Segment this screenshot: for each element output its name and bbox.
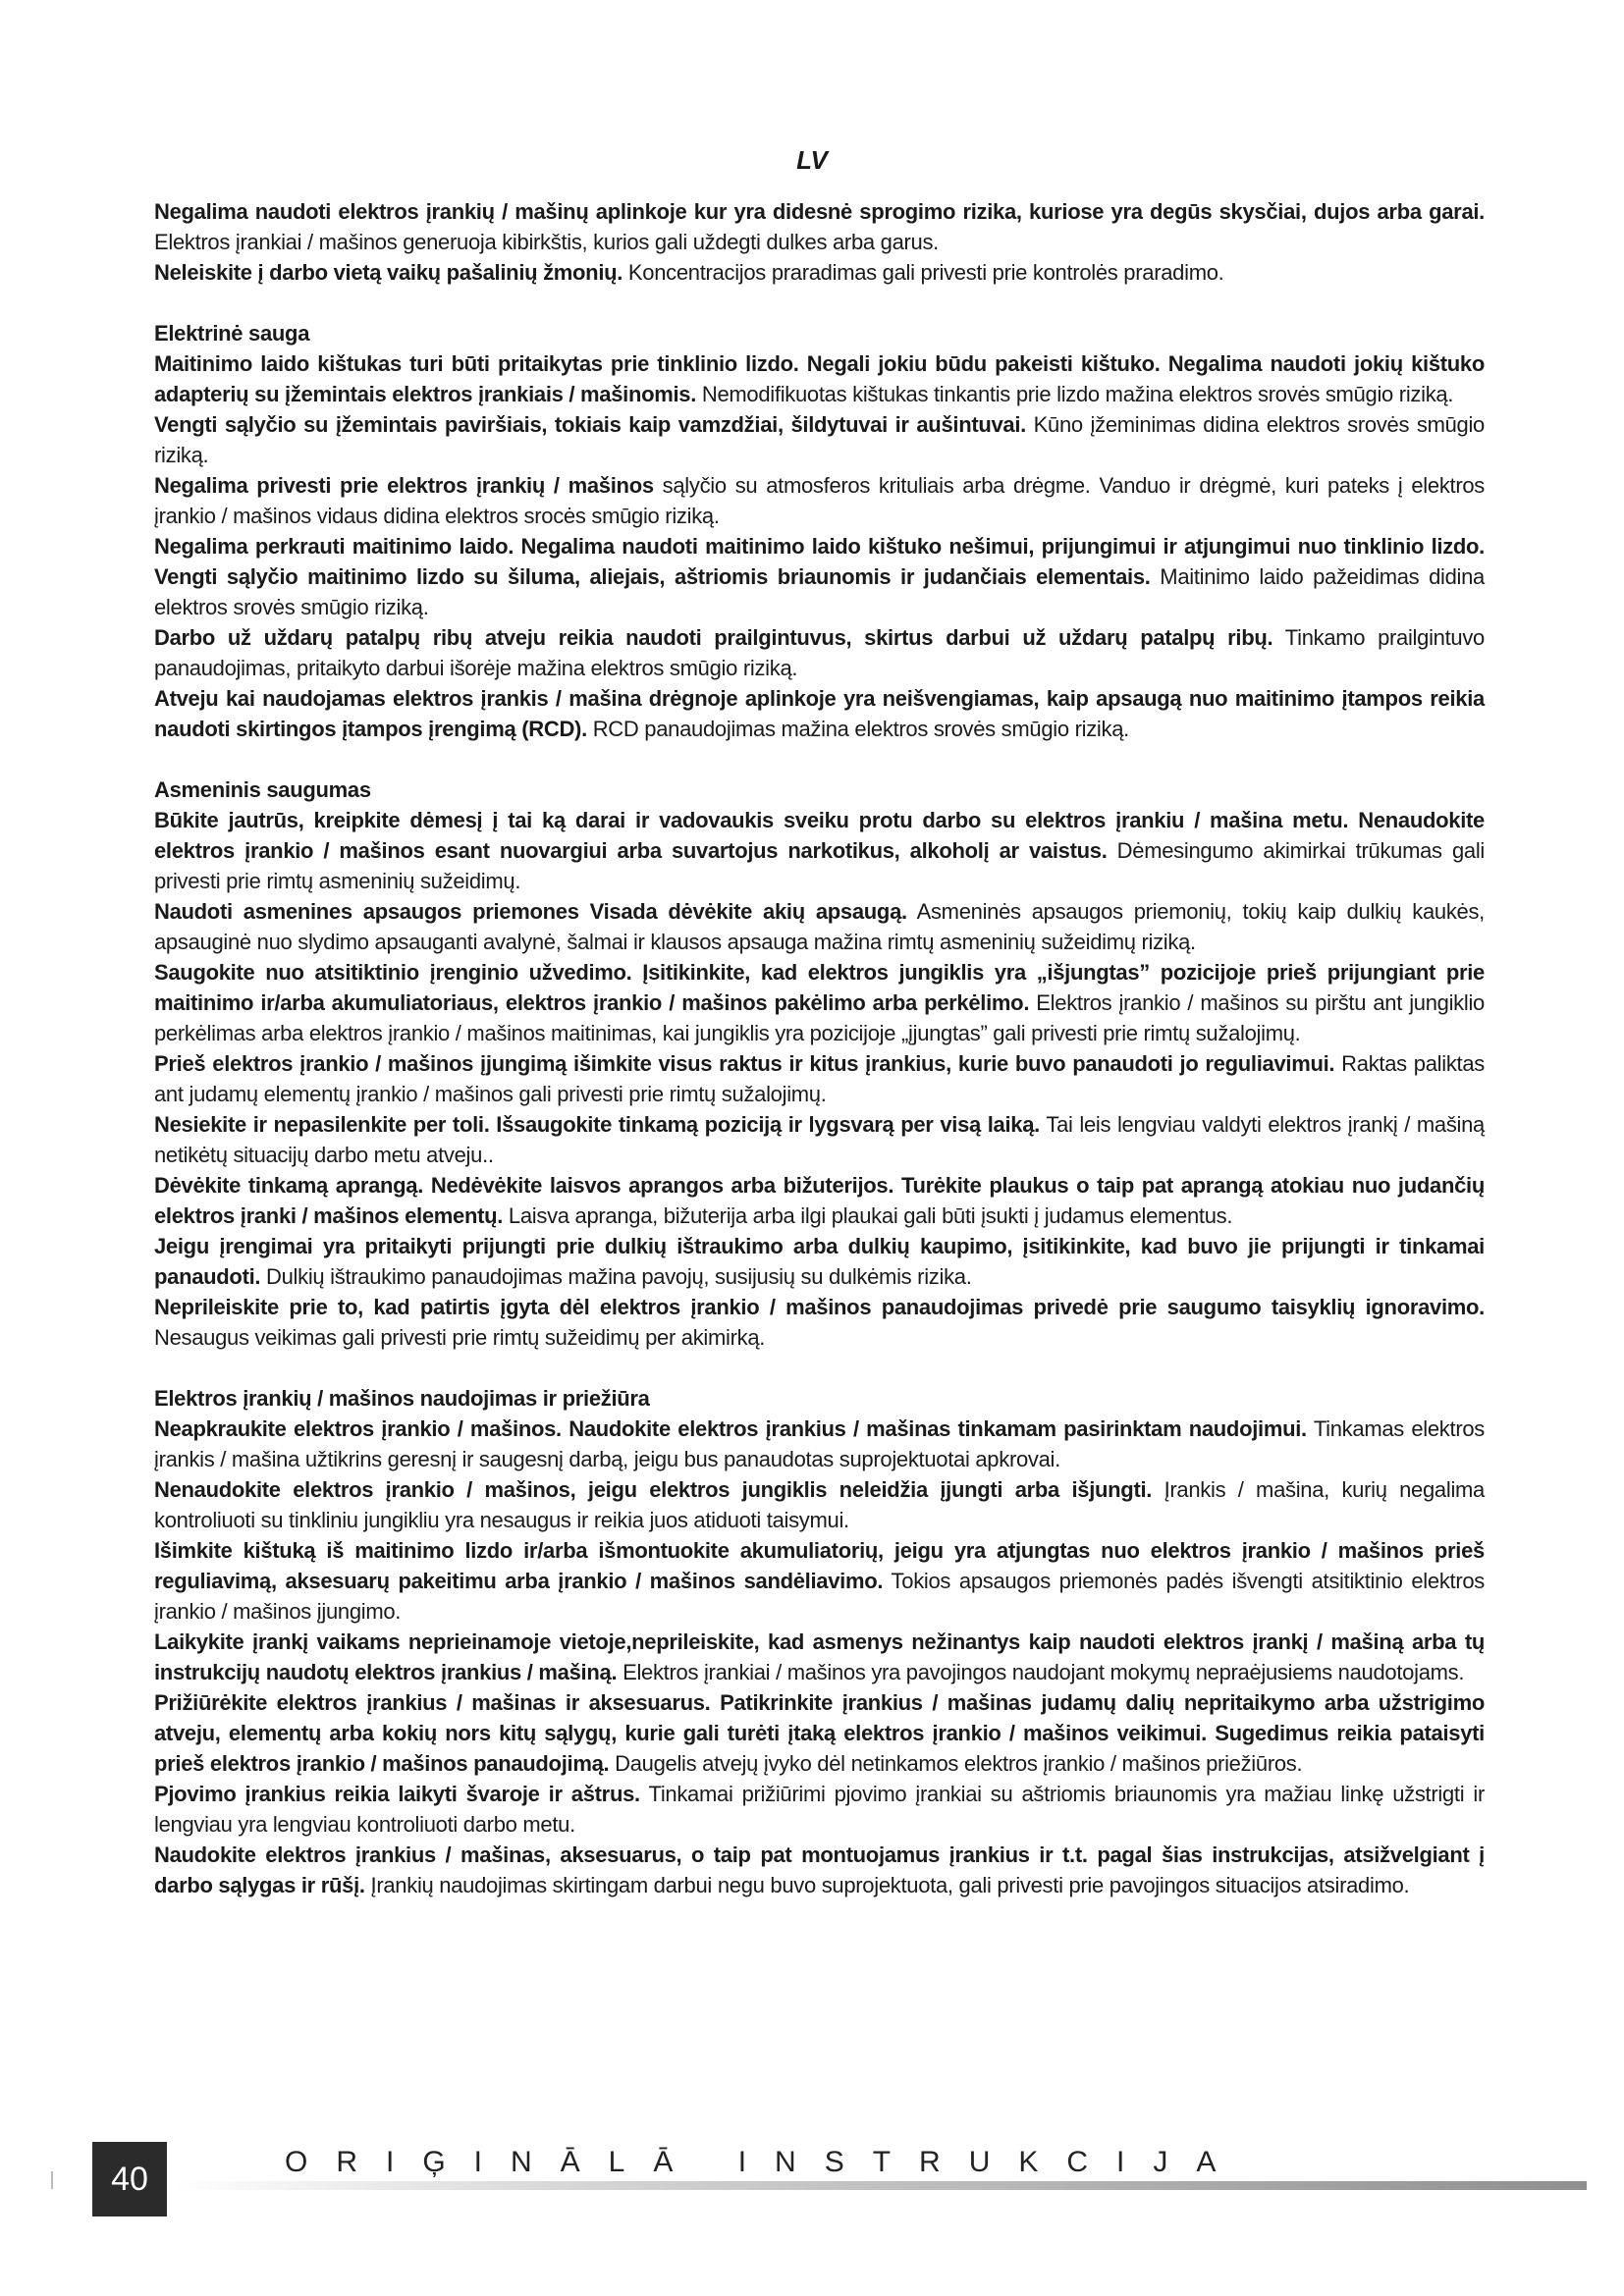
paragraph: [154, 1170, 1485, 1231]
paragraph-text: RCD panaudojimas mažina elektros srovės smūgio riziką.: [586, 717, 1129, 741]
page-number: 40: [92, 2142, 167, 2216]
paragraph-bold: Pjovimo įrankius reikia laikyti švaroje ir aštrus.: [154, 1782, 640, 1806]
paragraph-text: Elektros įrankiai / mašinos yra pavojingos naudojant mokymų nepraėjusiems naudotojams.: [617, 1660, 1465, 1684]
paragraph-text: Raktas paliktas ant judamų elementų įrankio / mašinos gali privesti prie rimtų sužalojimų.: [154, 1051, 1485, 1106]
paragraph-text: Tinkamai prižiūrimi pjovimo įrankiai su aštriomis briaunomis yra mažiau linkę užstrigti ir lengviau yra lengviau kontroliuoti darbo metu.: [154, 1782, 1485, 1837]
section-title: Asmeninis saugumas: [154, 777, 371, 802]
paragraph: [154, 531, 1485, 622]
paragraph-text: Nesaugus veikimas gali privesti prie rimtų sužeidimų per akimirką.: [154, 1325, 766, 1350]
paragraph-bold: Negalima perkrauti maitinimo laido. Negalima naudoti maitinimo laido kištuko nešimui, prijungimui ir atjungimui nuo tinklinio lizdo. Vengti sąlyčio maitinimo lizdo su šiluma, aliejais, aštriomis briaunomis ir judančiais elementais.: [154, 534, 1485, 589]
paragraph: [154, 196, 1485, 257]
paragraph-bold: Naudokite elektros įrankius / mašinas, aksesuarus, o taip pat montuojamus įrankius ir t.t. pagal šias instrukcijas, atsižvelgiant į darbo sąlygas ir rūšį.: [154, 1842, 1485, 1897]
paragraph-bold: Negalima naudoti elektros įrankių / mašinų aplinkoje kur yra didesnė sprogimo rizika, kuriose yra degūs skysčiai, dujos arba garai.: [154, 199, 1485, 224]
paragraph: [154, 1627, 1485, 1687]
paragraph-bold: Laikykite įrankį vaikams neprieinamoje vietoje,neprileiskite, kad asmenys nežinantys kaip naudoti elektros įrankį / mašiną arba tų instrukcijų naudotų elektros įrankius / mašiną.: [154, 1629, 1485, 1684]
section-general: [154, 196, 1485, 288]
paragraph-text: Įrankių naudojimas skirtingam darbui negu buvo suprojektuota, gali privesti prie pavojingos situacijos atsiradimo.: [364, 1873, 1410, 1897]
footer-gradient-bar: [173, 2181, 1587, 2190]
paragraph: [154, 470, 1485, 531]
paragraph: [154, 409, 1485, 470]
paragraph-text: sąlyčio su atmosferos krituliais arba drėgme. Vanduo ir drėgmė, kuri pateks į elektros įrankio / mašinos vidaus didina elektros srocės smūgio riziką.: [154, 473, 1485, 528]
paragraph: [154, 1109, 1485, 1170]
paragraph-bold: Prižiūrėkite elektros įrankius / mašinas ir aksesuarus. Patikrinkite įrankius / mašinas judamų dalių nepritaikymo arba užstrigimo atveju, elementų arba kokių nors kitų sąlygų, kurie gali turėti įtaką elektros įrankio / mašinos veikimui. Sugedimus reikia pataisyti prieš elektros įrankio / mašinos panaudojimą.: [154, 1690, 1485, 1776]
paragraph-bold: Nenaudokite elektros įrankio / mašinos, jeigu elektros jungiklis neleidžia įjungti arba išjungti.: [154, 1477, 1153, 1502]
paragraph-text: Laisva apranga, bižuterija arba ilgi plaukai gali būti įsukti į judamus elementus.: [503, 1203, 1233, 1228]
paragraph-text: Tokios apsaugos priemonės padės išvengti atsitiktinio elektros įrankio / mašinos įjungimo.: [154, 1569, 1485, 1624]
paragraph: [154, 957, 1485, 1048]
paragraph-bold: Naudoti asmenines apsaugos priemones Visada dėvėkite akių apsaugą.: [154, 899, 907, 924]
paragraph: [154, 1687, 1485, 1779]
paragraph-text: Nemodifikuotas kištukas tinkantis prie lizdo mažina elektros srovės smūgio riziką.: [696, 382, 1454, 406]
paragraph-bold: Neprileiskite prie to, kad patirtis įgyta dėl elektros įrankio / mašinos panaudojimas privedė prie saugumo taisyklių ignoravimo.: [154, 1295, 1485, 1319]
paragraph: [154, 1231, 1485, 1292]
paragraph-bold: Neapkraukite elektros įrankio / mašinos. Naudokite elektros įrankius / mašinas tinkamam pasirinktam naudojimui.: [154, 1416, 1307, 1441]
section-personal-safety: [154, 774, 1485, 1353]
paragraph-bold: Prieš elektros įrankio / mašinos įjungimą išimkite visus raktus ir kitus įrankius, kurie buvo panaudoti jo reguliavimui.: [154, 1051, 1335, 1076]
paragraph-text: Įrankis / mašina, kurių negalima kontroliuoti su tinkliniu jungikliu yra nesaugus ir reikia juos atiduoti taisymui.: [154, 1477, 1485, 1532]
paragraph: [154, 1840, 1485, 1900]
section-title: Elektrinė sauga: [154, 321, 310, 346]
footer-title: ORIĢINĀLĀ INSTRUKCIJA: [285, 2146, 1245, 2178]
paragraph-bold: Maitinimo laido kištukas turi būti pritaikytas prie tinklinio lizdo. Negali jokiu būdu pakeisti kištuko. Negalima naudoti jokių kištuko adapterių su įžemintais elektros įrankiais / mašinomis.: [154, 351, 1485, 406]
paragraph-bold: Vengti sąlyčio su įžemintais paviršiais, tokiais kaip vamzdžiai, šildytuvai ir aušintuvai.: [154, 412, 1026, 437]
paragraph-bold: Išimkite kištuką iš maitinimo lizdo ir/arba išmontuokite akumuliatorių, jeigu yra atjungtas nuo elektros įrankio / mašinos prieš reguliavimą, aksesuarų pakeitimu arba įrankio / mašinos sandėliavimo.: [154, 1538, 1485, 1593]
paragraph: [154, 1474, 1485, 1535]
paragraph-text: Daugelis atvejų įvyko dėl netinkamos elektros įrankio / mašinos priežiūros.: [609, 1751, 1303, 1776]
paragraph-text: Dulkių ištraukimo panaudojimas mažina pavojų, susijusių su dulkėmis rizika.: [260, 1264, 972, 1289]
paragraph-bold: Jeigu įrengimai yra pritaikyti prijungti prie dulkių ištraukimo arba dulkių kaupimo, įsitikinkite, kad buvo jie prijungti ir tinkamai panaudoti.: [154, 1234, 1485, 1289]
document-body: [154, 196, 1485, 1931]
section-electrical-safety: [154, 318, 1485, 744]
paragraph: [154, 1779, 1485, 1840]
paragraph-bold: Atveju kai naudojamas elektros įrankis / mašina drėgnoje aplinkoje yra neišvengiamas, kaip apsaugą nuo maitinimo įtampos reikia naudoti skirtingos įtampos įrengimą (RCD).: [154, 686, 1485, 741]
paragraph-text: Kūno įžeminimas didina elektros srovės smūgio riziką.: [154, 412, 1485, 467]
paragraph-text: Koncentracijos praradimas gali privesti prie kontrolės praradimo.: [623, 260, 1224, 285]
paragraph: [154, 348, 1485, 409]
paragraph: [154, 896, 1485, 957]
paragraph-text: Tinkamo prailgintuvo panaudojimas, pritaikyto darbui išorėje mažina elektros smūgio riziką.: [154, 625, 1485, 680]
paragraph-text: Maitinimo laido pažeidimas didina elektros srovės smūgio riziką.: [154, 564, 1485, 619]
paragraph-text: Tai leis lengviau valdyti elektros įrankį / mašiną netikėtų situacijų darbo metu atveju..: [154, 1112, 1485, 1167]
paragraph-text: Dėmesingumo akimirkai trūkumas gali privesti prie rimtų asmeninių sužeidimų.: [154, 838, 1485, 893]
margin-mark: [51, 2171, 53, 2189]
paragraph: [154, 683, 1485, 744]
paragraph-text: Tinkamas elektros įrankis / mašina užtikrins geresnį ir saugesnį darbą, jeigu bus panaudotas suprojektuotai apkrovai.: [154, 1416, 1485, 1471]
paragraph-bold: Nesiekite ir nepasilenkite per toli. Išsaugokite tinkamą poziciją ir lygsvarą per visą laiką.: [154, 1112, 1040, 1137]
paragraph-bold: Neleiskite į darbo vietą vaikų pašalinių žmonių.: [154, 260, 623, 285]
paragraph: [154, 1048, 1485, 1109]
section-title: Elektros įrankių / mašinos naudojimas ir priežiūra: [154, 1386, 650, 1411]
paragraph-text: Elektros įrankiai / mašinos generuoja kibirkštis, kurios gali uždegti dulkes arba garus.: [154, 230, 939, 254]
language-code: LV: [796, 145, 828, 175]
paragraph-bold: Būkite jautrūs, kreipkite dėmesį į tai ką darai ir vadovaukis sveiku protu darbo su elektros įrankiu / mašina metu. Nenaudokite elektros įrankio / mašinos esant nuovargiui arba suvartojus narkotikus, alkoholį ar vaistus.: [154, 808, 1485, 863]
paragraph: [154, 1414, 1485, 1474]
paragraph-bold: Dėvėkite tinkamą aprangą. Nedėvėkite laisvos aprangos arba bižuterijos. Turėkite plaukus o taip pat aprangą atokiau nuo judančių elektros įranki / mašinos elementų.: [154, 1173, 1485, 1228]
paragraph-bold: Negalima privesti prie elektros įrankių / mašinos: [154, 473, 654, 498]
paragraph: [154, 622, 1485, 683]
paragraph: [154, 805, 1485, 896]
paragraph-text: Elektros įrankio / mašinos su pirštu ant jungiklio perkėlimas arba elektros įrankio / mašinos maitinimas, kai jungiklis yra pozicijoje „įjungtas” gali privesti prie rimtų sužalojimų.: [154, 990, 1485, 1045]
paragraph: [154, 1535, 1485, 1627]
paragraph: [154, 1292, 1485, 1353]
paragraph-text: Asmeninės apsaugos priemonių, tokių kaip dulkių kaukės, apsauginė nuo slydimo apsauganti avalynė, šalmai ir klausos apsauga mažina rimtų asmeninių sužeidimų riziką.: [154, 899, 1485, 954]
paragraph-bold: Darbo už uždarų patalpų ribų atveju reikia naudoti prailgintuvus, skirtus darbui už uždarų patalpų ribų.: [154, 625, 1273, 650]
paragraph-bold: Saugokite nuo atsitiktinio įrenginio užvedimo. Įsitikinkite, kad elektros jungiklis yra „išjungtas” pozicijoje prieš prijungiant prie maitinimo ir/arba akumuliatoriaus, elektros įrankio / mašinos pakėlimo arba perkėlimo.: [154, 960, 1485, 1015]
section-tool-use-and-care: [154, 1383, 1485, 1900]
paragraph: [154, 257, 1485, 288]
